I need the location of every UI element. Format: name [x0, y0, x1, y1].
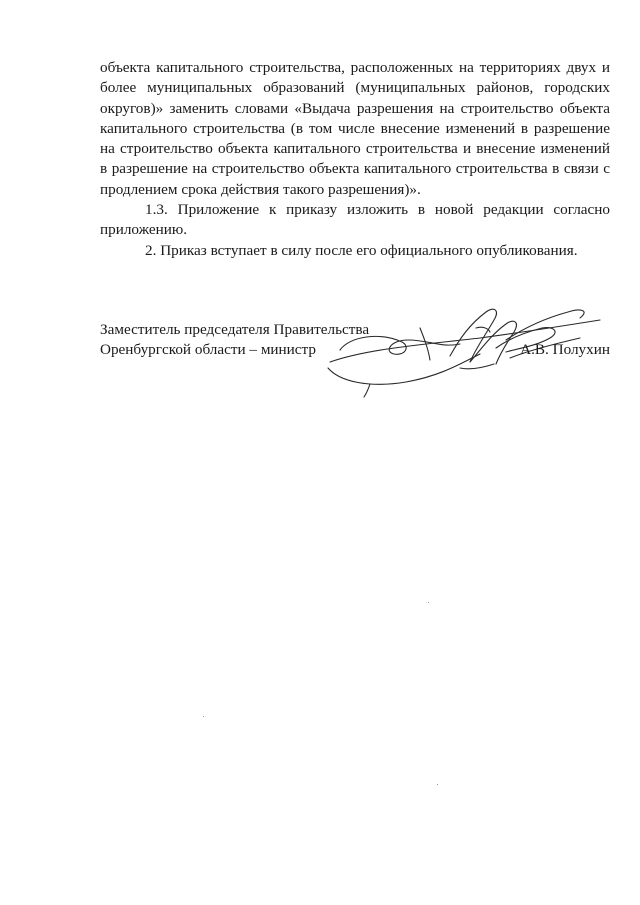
- paragraph-continuation: объекта капитального строительства, расположенных на территориях двух и более муниципальных образований (муниципальных районов, городских округов)» заменить словами «Выдача разрешения на строительство объекта капитального строительства (в том числе внесение изменений в разрешение на строительство объекта капитального строительства и внесение изменений в разрешение на строительство объекта капитального строительства в связи с продлением срока действия такого разрешения)».: [100, 59, 610, 198]
- scan-speck: [428, 602, 429, 603]
- signatory-position: [100, 320, 369, 361]
- signatory-position-line-1: Заместитель председателя Правительства: [100, 321, 370, 338]
- scan-speck: [203, 716, 204, 717]
- signatory-position-line-2: Оренбургской области – министр: [100, 341, 316, 359]
- document-body: [100, 58, 610, 261]
- signatory-name: А.В. Полухин: [520, 341, 610, 358]
- signature-block: [100, 320, 610, 400]
- paragraph-item-2: 2. Приказ вступает в силу после его официального опубликования.: [145, 241, 578, 259]
- paragraph-item-1-3: 1.3. Приложение к приказу изложить в новой редакции согласно приложению.: [100, 201, 610, 239]
- scan-speck: [437, 784, 438, 785]
